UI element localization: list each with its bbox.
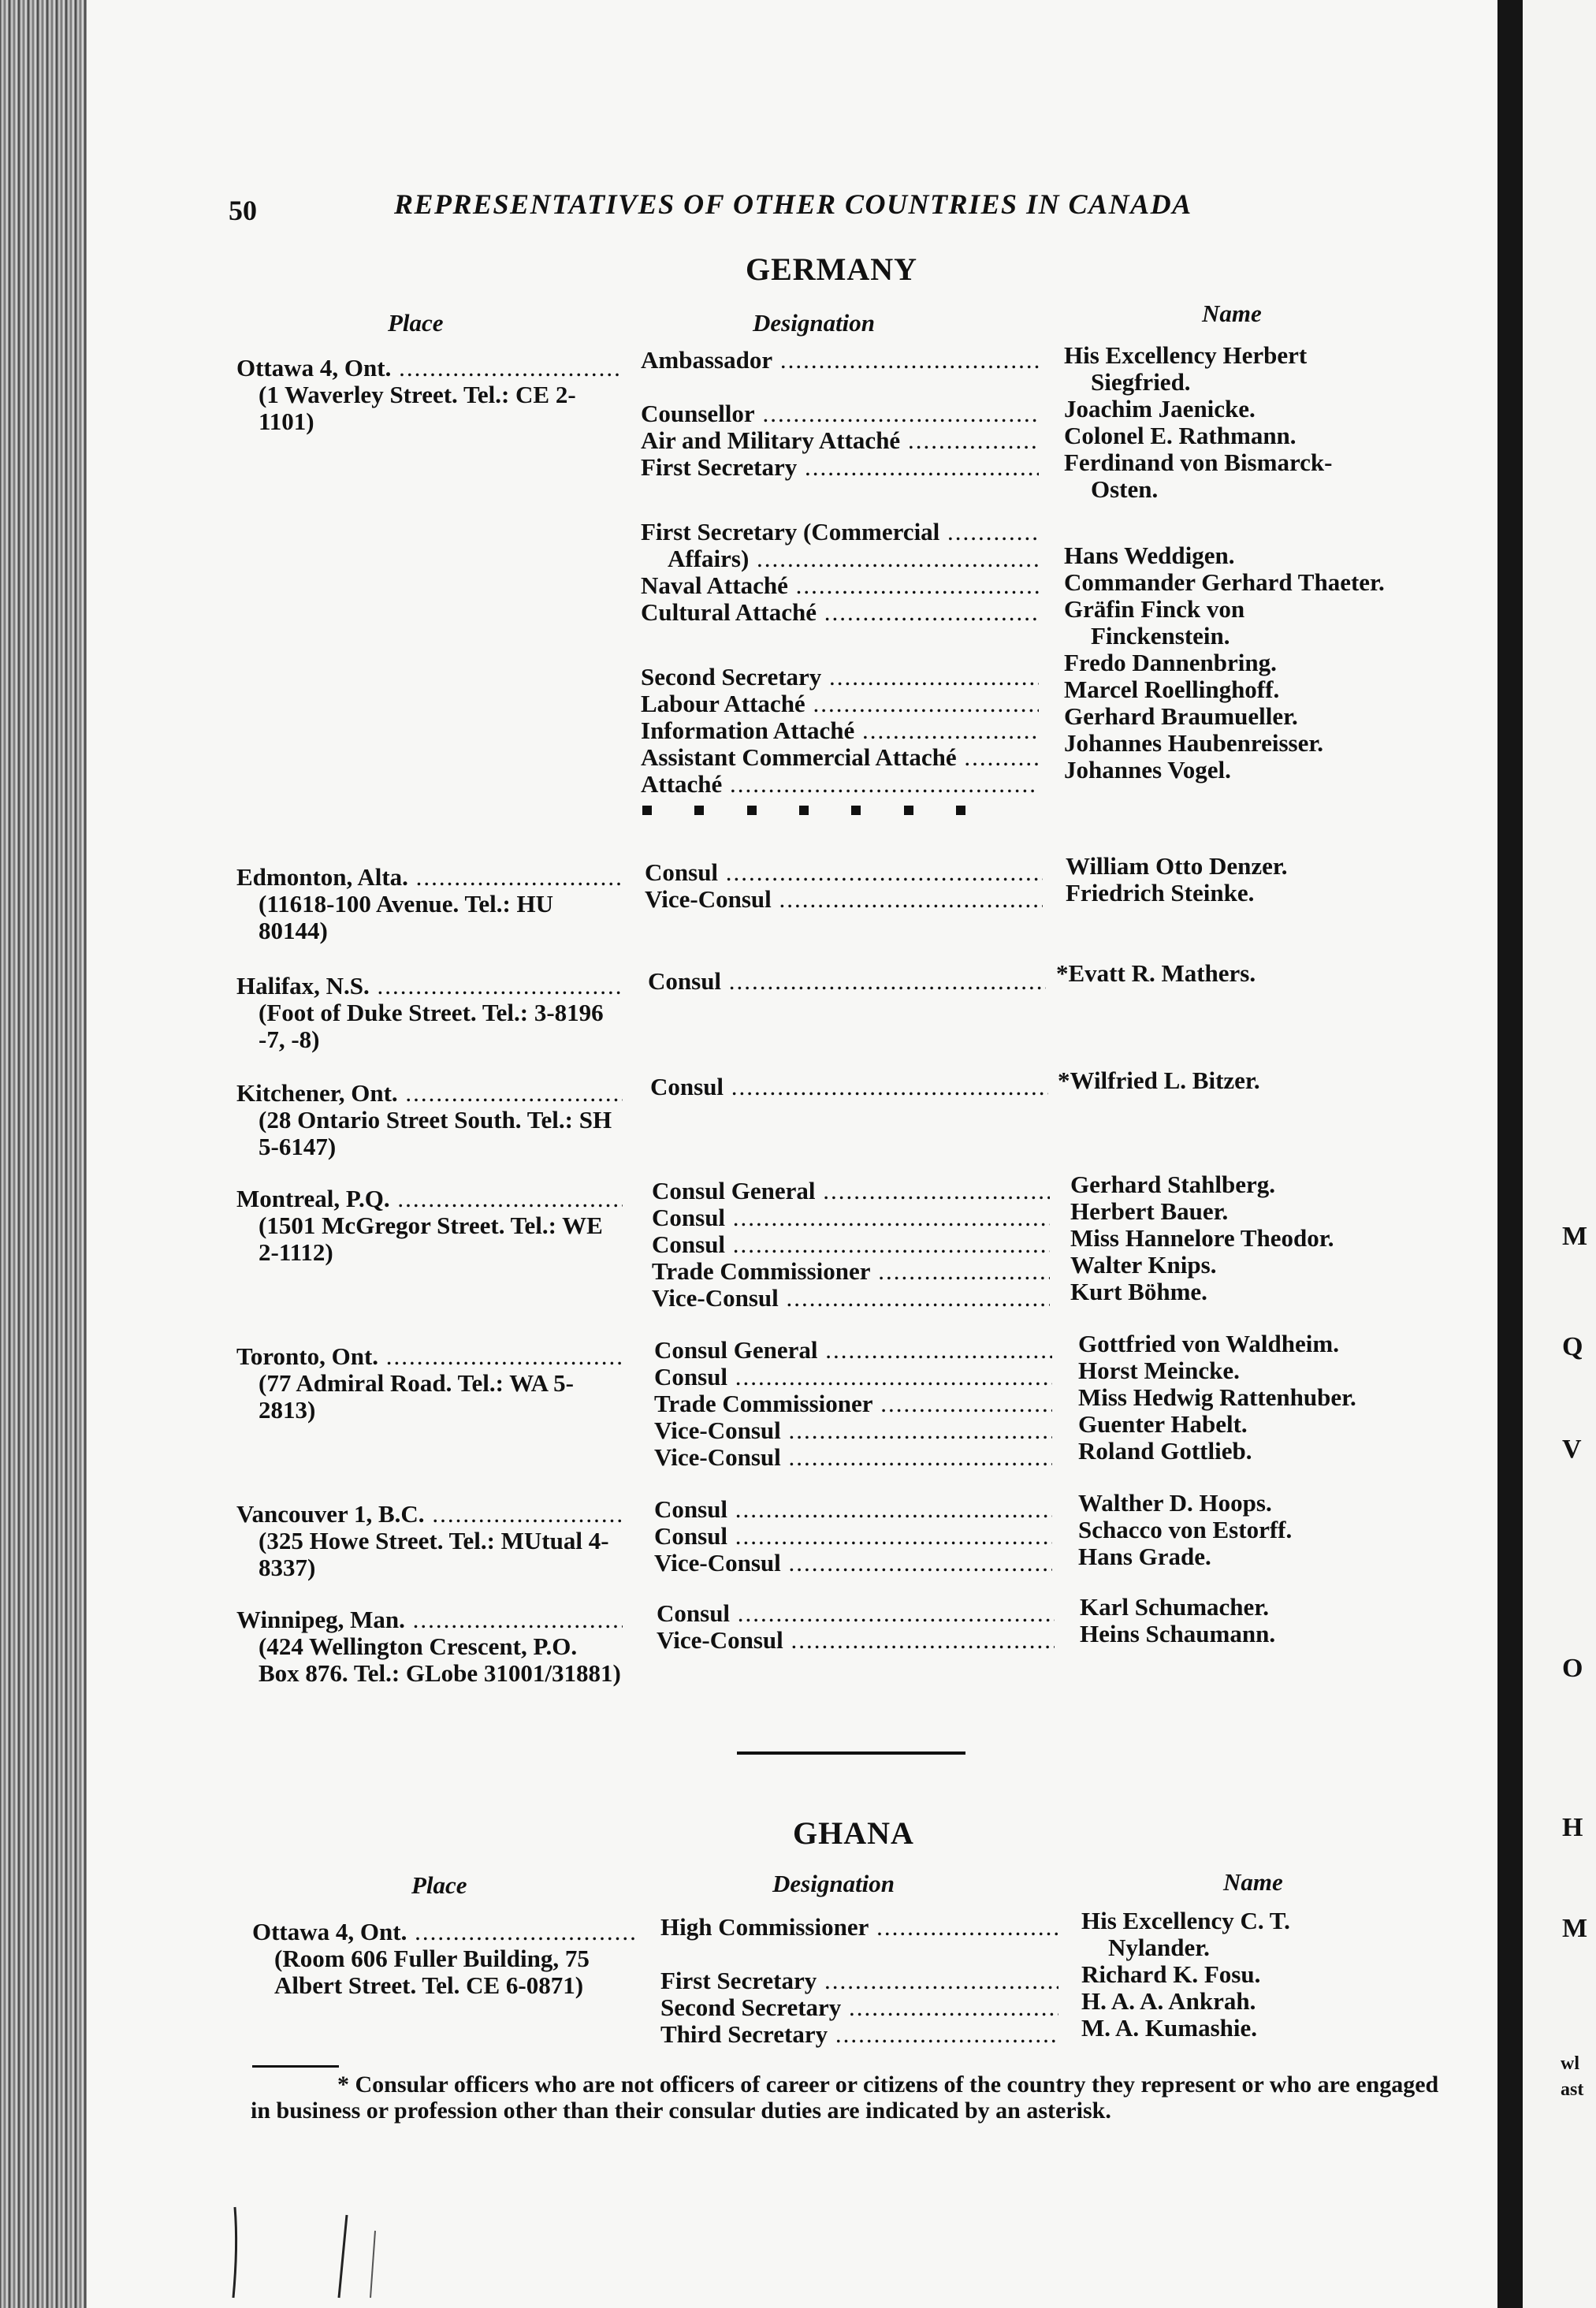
- section-rule: [737, 1751, 965, 1755]
- name-cell: [1066, 853, 1460, 906]
- name-part: His Excellency C. T.: [1081, 1907, 1290, 1934]
- designation-line: Naval Attaché .....: [641, 572, 1039, 599]
- place-city: Toronto, Ont. .....: [236, 1343, 623, 1370]
- designation-line: Trade Commissioner .....: [652, 1258, 1050, 1285]
- column-header-designation: Designation: [753, 309, 876, 337]
- place-city: Halifax, N.S. .....: [236, 973, 623, 1000]
- designation-line: Consul .....: [654, 1496, 1052, 1523]
- name-line: Commander Gerhard Thaeter.: [1064, 568, 1385, 596]
- designation-line: Consul .....: [652, 1231, 1050, 1258]
- designation-line: Third Secretary .....: [660, 2021, 1058, 2048]
- designation-line: Attaché .....: [641, 771, 1039, 798]
- designation-cell: [660, 1914, 1058, 2048]
- place-address: (325 Howe Street. Tel.: MUtual 4-8337): [259, 1527, 609, 1581]
- name-part: Osten.: [1091, 475, 1159, 503]
- name-line: Gerhard Braumueller.: [1064, 702, 1298, 730]
- designation-line: Vice-Consul .....: [652, 1285, 1050, 1312]
- designation-cell: [645, 859, 1043, 913]
- name-cell: [1078, 1331, 1472, 1465]
- name-part: Gräfin Finck von: [1064, 595, 1245, 623]
- column-header-name: Name: [1223, 1868, 1283, 1896]
- designation-line: Assistant Commercial Attaché .....: [641, 744, 1039, 771]
- place-city: Ottawa 4, Ont. .....: [252, 1919, 638, 1945]
- designation-cell: [654, 1337, 1052, 1471]
- name-line: Miss Hannelore Theodor.: [1070, 1224, 1334, 1252]
- place-cell: [236, 864, 623, 944]
- designation-line: High Commissioner .....: [660, 1914, 1058, 1941]
- place-address: (77 Admiral Road. Tel.: WA 5-2813): [259, 1369, 574, 1424]
- place-cell: [252, 1919, 638, 1999]
- name-line: [1064, 449, 1458, 503]
- designation-line: Affairs) .....: [641, 545, 1039, 572]
- name-line: *Wilfried L. Bitzer.: [1058, 1067, 1260, 1094]
- book-binding: [0, 0, 87, 2308]
- name-line: Johannes Haubenreisser.: [1064, 729, 1324, 757]
- place-city: Winnipeg, Man. .....: [236, 1606, 623, 1633]
- name-line: Karl Schumacher.: [1080, 1593, 1269, 1621]
- name-line: Gerhard Stahlberg.: [1070, 1171, 1276, 1198]
- name-line: Friedrich Steinke.: [1066, 879, 1255, 906]
- place-cell: [236, 973, 623, 1053]
- designation-cell: [648, 968, 1046, 995]
- designation-line: Consul .....: [657, 1600, 1055, 1627]
- designation-line: Information Attaché .....: [641, 717, 1039, 744]
- country-title-ghana: GHANA: [793, 1815, 914, 1851]
- designation-line: Consul .....: [645, 859, 1043, 886]
- name-cell: [1058, 1067, 1452, 1094]
- column-header-name: Name: [1202, 300, 1262, 327]
- place-address: (28 Ontario Street South. Tel.: SH 5-6147): [259, 1106, 612, 1160]
- name-line: [1064, 596, 1458, 650]
- section-separator: [642, 806, 965, 818]
- place-city: Vancouver 1, B.C. .....: [236, 1501, 623, 1528]
- column-header-place: Place: [411, 1871, 467, 1899]
- designation-line: Vice-Consul .....: [654, 1550, 1052, 1577]
- name-cell: [1078, 1490, 1472, 1570]
- page-number: 50: [229, 195, 257, 226]
- place-address: (424 Wellington Crescent, P.O. Box 876. Tel.: GLobe 31001/31881): [259, 1632, 621, 1687]
- designation-line: Trade Commissioner .....: [654, 1390, 1052, 1417]
- name-line: Roland Gottlieb.: [1078, 1437, 1252, 1465]
- adjacent-page-letter: Q: [1562, 1332, 1583, 1361]
- designation-line: Cultural Attaché .....: [641, 599, 1039, 626]
- name-line: Hans Weddigen.: [1064, 542, 1235, 569]
- designation-cell: [652, 1178, 1050, 1312]
- name-line: M. A. Kumashie.: [1081, 2014, 1258, 2042]
- designation-line: Consul .....: [648, 968, 1046, 995]
- adjacent-page-letter: ast: [1561, 2079, 1584, 2100]
- country-title-germany: GERMANY: [745, 251, 918, 287]
- designation-line: Consul General .....: [654, 1337, 1052, 1364]
- designation-line: First Secretary (Commercial .....: [641, 519, 1039, 545]
- adjacent-page-edge: [1523, 0, 1596, 2308]
- place-cell: [236, 355, 623, 435]
- place-city: Ottawa 4, Ont. .....: [236, 355, 623, 382]
- designation-line: Consul .....: [652, 1204, 1050, 1231]
- designation-line: Vice-Consul .....: [654, 1417, 1052, 1444]
- name-part: His Excellency Herbert: [1064, 341, 1308, 369]
- name-part: Siegfried.: [1091, 368, 1191, 396]
- page-edge-shadow: [1497, 0, 1523, 2308]
- designation-cell: [654, 1496, 1052, 1577]
- designation-line: Vice-Consul .....: [645, 886, 1043, 913]
- designation-line: Vice-Consul .....: [654, 1444, 1052, 1471]
- name-line: Heins Schaumann.: [1080, 1620, 1276, 1647]
- column-header-designation: Designation: [772, 1870, 895, 1897]
- name-cell: [1080, 1594, 1474, 1647]
- place-address: (Foot of Duke Street. Tel.: 3-8196 -7, -8): [259, 999, 604, 1053]
- name-cell: [1070, 1171, 1464, 1305]
- adjacent-page-letter: wl: [1561, 2053, 1579, 2074]
- place-cell: [236, 1606, 623, 1687]
- name-line: Fredo Dannenbring.: [1064, 649, 1277, 676]
- footnote-rule: [252, 2065, 339, 2068]
- name-line: Schacco von Estorff.: [1078, 1516, 1293, 1543]
- name-line: Joachim Jaenicke.: [1064, 395, 1256, 423]
- place-cell: [236, 1343, 623, 1424]
- name-cell: [1064, 342, 1458, 784]
- name-line: H. A. A. Ankrah.: [1081, 1987, 1256, 2015]
- name-line: Gottfried von Waldheim.: [1078, 1330, 1339, 1357]
- place-city: Montreal, P.Q. .....: [236, 1186, 623, 1212]
- designation-line: Second Secretary .....: [660, 1994, 1058, 2021]
- footnote: * Consular officers who are not officers of career or citizens of the country they represent or who are engaged in business or profession other than their consular duties are indicated by an asterisk.: [251, 2072, 1439, 2124]
- place-address: (1501 McGregor Street. Tel.: WE 2-1112): [259, 1212, 603, 1266]
- designation-cell: [650, 1074, 1048, 1100]
- place-city: Edmonton, Alta. .....: [236, 864, 623, 891]
- name-line: Johannes Vogel.: [1064, 756, 1231, 784]
- column-header-place: Place: [388, 309, 444, 337]
- place-address: (Room 606 Fuller Building, 75 Albert Street. Tel. CE 6-0871): [274, 1945, 590, 1999]
- name-line: Walther D. Hoops.: [1078, 1489, 1272, 1517]
- name-line: Miss Hedwig Rattenhuber.: [1078, 1383, 1356, 1411]
- designation-line: Ambassador .....: [641, 347, 1039, 374]
- designation-line: Air and Military Attaché .....: [641, 427, 1039, 454]
- place-address: (1 Waverley Street. Tel.: CE 2-1101): [259, 381, 576, 435]
- designation-line: First Secretary .....: [641, 454, 1039, 481]
- name-line: Colonel E. Rathmann.: [1064, 422, 1297, 449]
- adjacent-page-letter: O: [1562, 1654, 1583, 1683]
- designation-line: Consul .....: [650, 1074, 1048, 1100]
- adjacent-page-letter: H: [1562, 1813, 1583, 1842]
- name-cell: [1081, 1908, 1475, 2042]
- place-cell: [236, 1186, 623, 1266]
- designation-line: Consul .....: [654, 1523, 1052, 1550]
- name-part: Nylander.: [1108, 1934, 1210, 1961]
- name-part: Ferdinand von Bismarck-: [1064, 449, 1333, 476]
- designation-line: Consul .....: [654, 1364, 1052, 1390]
- place-address: (11618-100 Avenue. Tel.: HU 80144): [259, 890, 554, 944]
- place-cell: [236, 1501, 623, 1581]
- scan-artifact-marks: [229, 2199, 402, 2302]
- place-city: Kitchener, Ont. .....: [236, 1080, 623, 1107]
- designation-line: Consul General .....: [652, 1178, 1050, 1204]
- name-line: Herbert Bauer.: [1070, 1197, 1229, 1225]
- adjacent-page-letter: M: [1562, 1222, 1588, 1251]
- name-line: Hans Grade.: [1078, 1543, 1211, 1570]
- designation-cell: [657, 1600, 1055, 1654]
- name-cell: [1056, 960, 1450, 987]
- place-cell: [236, 1080, 623, 1160]
- name-line: Richard K. Fosu.: [1081, 1960, 1261, 1988]
- name-line: Horst Meincke.: [1078, 1357, 1240, 1384]
- name-line: William Otto Denzer.: [1066, 852, 1288, 880]
- name-part: Finckenstein.: [1091, 622, 1230, 650]
- name-line: *Evatt R. Mathers.: [1056, 959, 1256, 987]
- designation-line: Labour Attaché .....: [641, 691, 1039, 717]
- name-line: [1064, 342, 1458, 396]
- name-line: [1081, 1908, 1475, 1961]
- name-line: Walter Knips.: [1070, 1251, 1217, 1279]
- adjacent-page-letter: M: [1562, 1914, 1588, 1943]
- name-line: Guenter Habelt.: [1078, 1410, 1248, 1438]
- designation-line: Vice-Consul .....: [657, 1627, 1055, 1654]
- adjacent-page-letter: V: [1562, 1435, 1582, 1464]
- designation-line: Second Secretary .....: [641, 664, 1039, 691]
- running-head: REPRESENTATIVES OF OTHER COUNTRIES IN CANADA: [394, 188, 1192, 220]
- name-line: Marcel Roellinghoff.: [1064, 676, 1280, 703]
- designation-line: Counsellor .....: [641, 400, 1039, 427]
- name-line: Kurt Böhme.: [1070, 1278, 1207, 1305]
- designation-line: First Secretary .....: [660, 1967, 1058, 1994]
- designation-cell: [641, 347, 1039, 798]
